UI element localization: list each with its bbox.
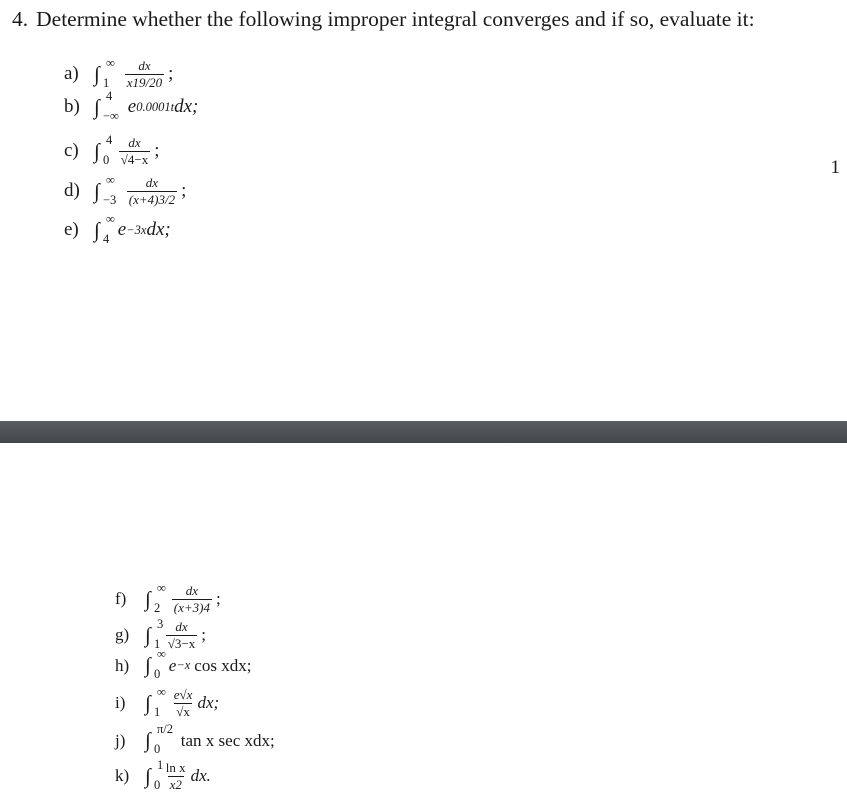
denominator (119, 151, 150, 167)
lower-limit: 4 (103, 231, 110, 246)
lower-limit: 0 (103, 152, 110, 167)
exponent: 0.0001t (136, 99, 175, 114)
integral-item-f (115, 580, 221, 615)
upper-limit: ∞ (157, 647, 166, 661)
numerator: dx (128, 135, 141, 150)
lower-limit: −∞ (103, 108, 119, 123)
exponent: −x (176, 658, 191, 672)
upper-limit: 4 (106, 132, 113, 147)
upper-limit: ∞ (106, 211, 115, 226)
integral-sign: ∫ ∞ 1 (145, 684, 166, 719)
denominator (125, 74, 164, 90)
denominator-text: √4−x (120, 151, 149, 167)
integrand-fraction (127, 176, 177, 206)
item-tail: ; (215, 589, 221, 609)
integral-sign: ∫ 3 1 (145, 616, 164, 651)
integrand-fraction (172, 688, 195, 718)
numerator: dx (145, 175, 159, 190)
denominator (172, 599, 212, 615)
denominator (127, 191, 177, 207)
integral-sign: ∫ ∞ 4 (94, 211, 115, 246)
integral-item-e (64, 211, 171, 246)
numerator: ln x (165, 760, 186, 775)
lower-limit: 1 (154, 704, 161, 719)
denominator (168, 776, 184, 792)
lower-limit: 1 (103, 75, 110, 90)
upper-limit: ∞ (157, 580, 166, 595)
denominator-text: (x+4)3/2 (128, 191, 176, 207)
denominator (166, 635, 197, 651)
exp-base: e (168, 655, 177, 675)
integral-item-c (64, 132, 160, 167)
integral-item-i (115, 684, 220, 719)
integral-sign: ∫ ∞ 1 (94, 55, 115, 90)
upper-limit: ∞ (106, 55, 115, 70)
denominator-text: √3−x (167, 635, 196, 651)
item-label: h) (115, 655, 130, 675)
item-tail: ; (168, 63, 174, 85)
lower-limit: 1 (154, 636, 161, 651)
exp-base: e (127, 96, 137, 117)
item-tail: dx; (197, 693, 220, 713)
integral-sign: ∫ ∞ −3 (94, 172, 117, 207)
integrand-fraction (125, 59, 164, 89)
integral-sign: ∫ 4 −∞ (94, 88, 119, 123)
upper-limit: π/2 (157, 722, 174, 736)
page-number: 1 (830, 157, 840, 178)
problem-number: 4. (12, 7, 29, 31)
integral-item-d (64, 172, 187, 207)
item-label: b) (64, 96, 80, 117)
upper-limit: ∞ (106, 172, 115, 187)
integral-item-a (64, 55, 174, 90)
numerator: dx (138, 58, 151, 73)
denominator-text: √x (176, 703, 190, 719)
upper-limit: 1 (157, 757, 164, 772)
item-label: d) (64, 180, 80, 202)
numerator: dx (185, 583, 198, 598)
denominator-text: (x+3)4 (173, 599, 210, 615)
integral-item-k (115, 757, 211, 792)
item-tail: dx; (174, 96, 199, 117)
upper-limit: 4 (106, 88, 113, 103)
item-label: c) (64, 140, 79, 162)
exponent: −3x (126, 222, 147, 237)
item-label: i) (115, 693, 126, 713)
lower-limit: 0 (154, 742, 161, 756)
document-page-2 (0, 443, 847, 807)
denominator (174, 703, 192, 719)
upper-limit: ∞ (157, 684, 166, 699)
item-tail: ; (154, 140, 160, 162)
integral-sign: ∫ 1 0 (145, 757, 164, 792)
lower-limit: 0 (154, 777, 161, 792)
denominator-text: x19/20 (126, 74, 163, 90)
item-label: j) (115, 730, 126, 750)
integrand-fraction (119, 136, 150, 166)
problem-text: Determine whether the following improper integral converges and if so, evaluate it: (36, 7, 755, 31)
integral-sign: ∫ 4 0 (94, 132, 113, 167)
integral-sign: ∫ π/2 0 (145, 722, 174, 756)
lower-limit: 0 (154, 667, 161, 681)
integral-item-g (115, 616, 206, 651)
item-label: k) (115, 766, 130, 786)
item-label: g) (115, 625, 130, 645)
numerator: dx (175, 619, 188, 634)
denominator-text: x2 (169, 776, 182, 792)
page-separator (0, 421, 847, 443)
upper-limit: 3 (157, 616, 164, 631)
integrand-fraction (164, 761, 188, 791)
integrand: tan x sec xdx; (180, 730, 275, 750)
item-label: a) (64, 63, 79, 85)
integral-sign: ∫ ∞ 0 (145, 647, 166, 681)
integral-item-b (64, 88, 199, 123)
integrand-fraction (166, 620, 197, 650)
item-tail: dx; (146, 219, 171, 240)
item-label: f) (115, 589, 127, 609)
problem-statement (12, 7, 755, 32)
exp-base: e (117, 219, 127, 240)
lower-limit: 2 (154, 600, 161, 615)
item-label: e) (64, 219, 79, 240)
numerator: e√x (173, 687, 193, 702)
integral-sign: ∫ ∞ 2 (145, 580, 166, 615)
lower-limit: −3 (103, 192, 117, 207)
item-tail: ; (181, 180, 187, 202)
integral-item-h (115, 647, 252, 681)
integrand-fraction (172, 584, 212, 614)
item-tail: ; (201, 625, 206, 645)
integral-item-j (115, 722, 275, 756)
item-tail: cos xdx; (194, 655, 252, 675)
item-tail: dx. (190, 766, 211, 786)
